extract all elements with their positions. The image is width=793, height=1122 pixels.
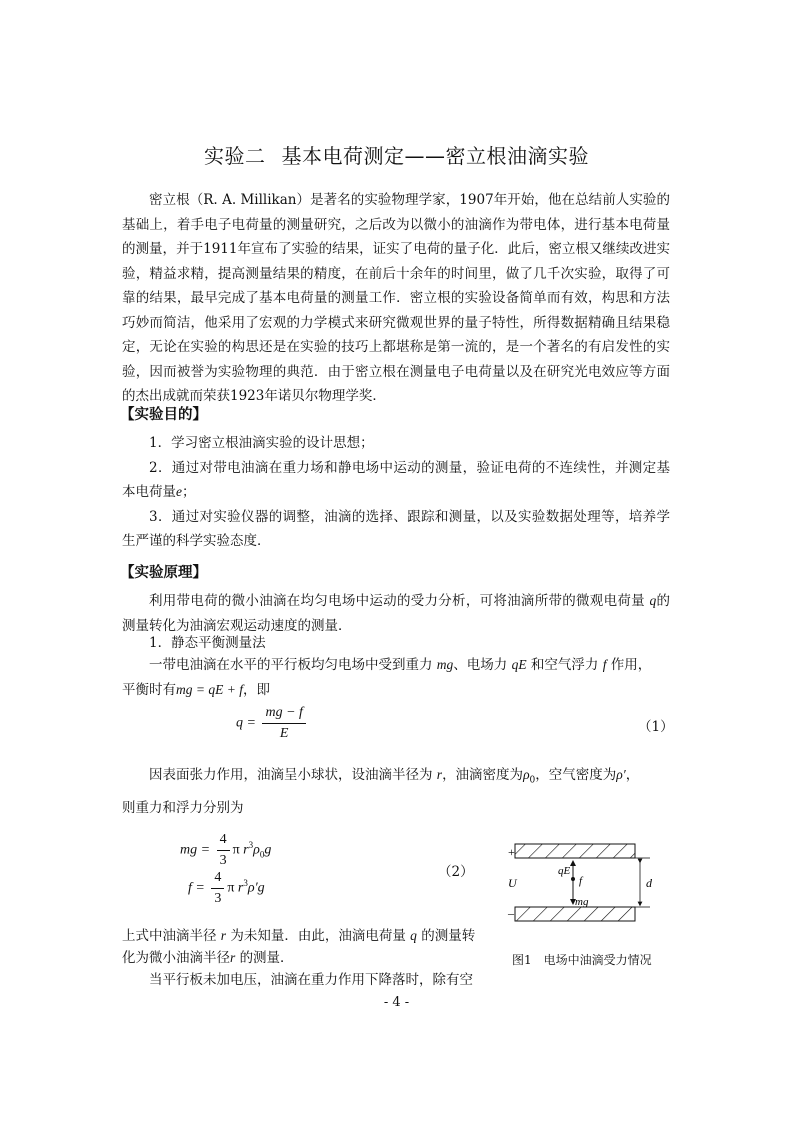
equation-1: q = $\frac{mg - f}{E}$ (236, 705, 309, 742)
page-number: - 4 - (383, 995, 410, 1010)
title-part1: 实验二 (204, 144, 266, 168)
purpose-list (122, 431, 670, 554)
principle-paragraph-6: 化为微小油滴半径r 的测量． (122, 950, 294, 966)
minus-label: – (508, 906, 514, 920)
buoyancy-label: f (579, 875, 583, 887)
oil-drop (571, 877, 575, 881)
figure-caption: 图1 电场中油滴受力情况 (512, 953, 652, 967)
qE-label: qE (558, 865, 571, 877)
title-part2: 基本电荷测定——密立根油滴实验 (281, 144, 589, 168)
voltage-label: U (508, 876, 517, 890)
principle-paragraph-1: 利用带电荷的微小油滴在均匀电场中运动的受力分析，可将油滴所带的微观电荷量 q的测量转化为油滴宏观运动速度的测量． (122, 593, 671, 634)
top-plate (515, 844, 635, 858)
principle-paragraph-2: 一带电油滴在水平的平行板均匀电场中受到重力 mg、电场力 qE 和空气浮力 f 作用， 平衡时有mg = qE + f，即 (122, 657, 652, 698)
force-diagram (500, 835, 670, 935)
principle-paragraph-5: 上式中油滴半径 r 为未知量．由此，油滴电荷量 q 的测量转 (122, 928, 476, 944)
principle-subheading-1: 1．静态平衡测量法 (149, 635, 266, 651)
purpose-heading: 【实验目的】 (120, 407, 207, 423)
equation-1-number: （1） (638, 719, 674, 735)
equation-2-line-1: mg = $\frac{4}{3}$ π $r^3\rho_0g$ (180, 832, 272, 868)
distance-label: d (646, 876, 652, 890)
equation-2-number: （2） (438, 864, 474, 880)
mg-label: mg (575, 896, 589, 908)
purpose-item-3: 3．通过对实验仪器的调整，油滴的选择、跟踪和测量，以及实验数据处理等，培养学生严谨的科学实验态度． (122, 508, 670, 549)
intro-paragraph: 密立根（R. A. Millikan）是著名的实验物理学家，1907年开始，他在总结前人实验的基础上，着手电子电荷量的测量研究，之后改为以微小的油滴作为带电体，进行基本电荷量的测量，并于1911年宣布了实验的结果，证实了电荷的量子化．此后，密立根又继续改进实验，精益求精，提高测量结果的精度，在前后十余年的时间里，做了几千次实验，取得了可靠的结果，最早完成了基本电荷量的测量工作．密立根的实验设备简单而有效，构思和方法巧妙而简洁，他采用了宏观的力学模式来研究微观世界的量子特性，所得数据精确且结果稳定，无论在实验的构思还是在实验的技巧上都堪称是第一流的，是一个著名的有启发性的实验，因而被誉为实验物理的典范．由于密立根在测量电子电荷量以及在研究光电效应等方面的杰出成就而荣获1923年诺贝尔物理学奖． (122, 192, 670, 404)
purpose-item-2: 2．通过对带电油滴在重力场和静电场中运动的测量，验证电荷的不连续性，并测定基本电荷量e； (122, 459, 670, 500)
bottom-plate (515, 907, 635, 921)
page-title (0, 140, 793, 169)
principle-heading: 【实验原理】 (120, 565, 207, 581)
plus-label: + (508, 845, 515, 859)
principle-paragraph-7: 当平行板未加电压，油滴在重力作用下降落时，除有空 (149, 972, 473, 988)
principle-paragraph-3: 因表面张力作用，油滴呈小球状，设油滴半径为 r，油滴密度为$\rho_0$，空气密度为ρ′， (149, 767, 640, 786)
equation-2-line-2: f = $\frac{4}{3}$ π $r^3\rho'g$ (188, 870, 265, 906)
principle-paragraph-4: 则重力和浮力分别为 (122, 800, 244, 816)
purpose-item-1: 1．学习密立根油滴实验的设计思想； (149, 435, 374, 451)
